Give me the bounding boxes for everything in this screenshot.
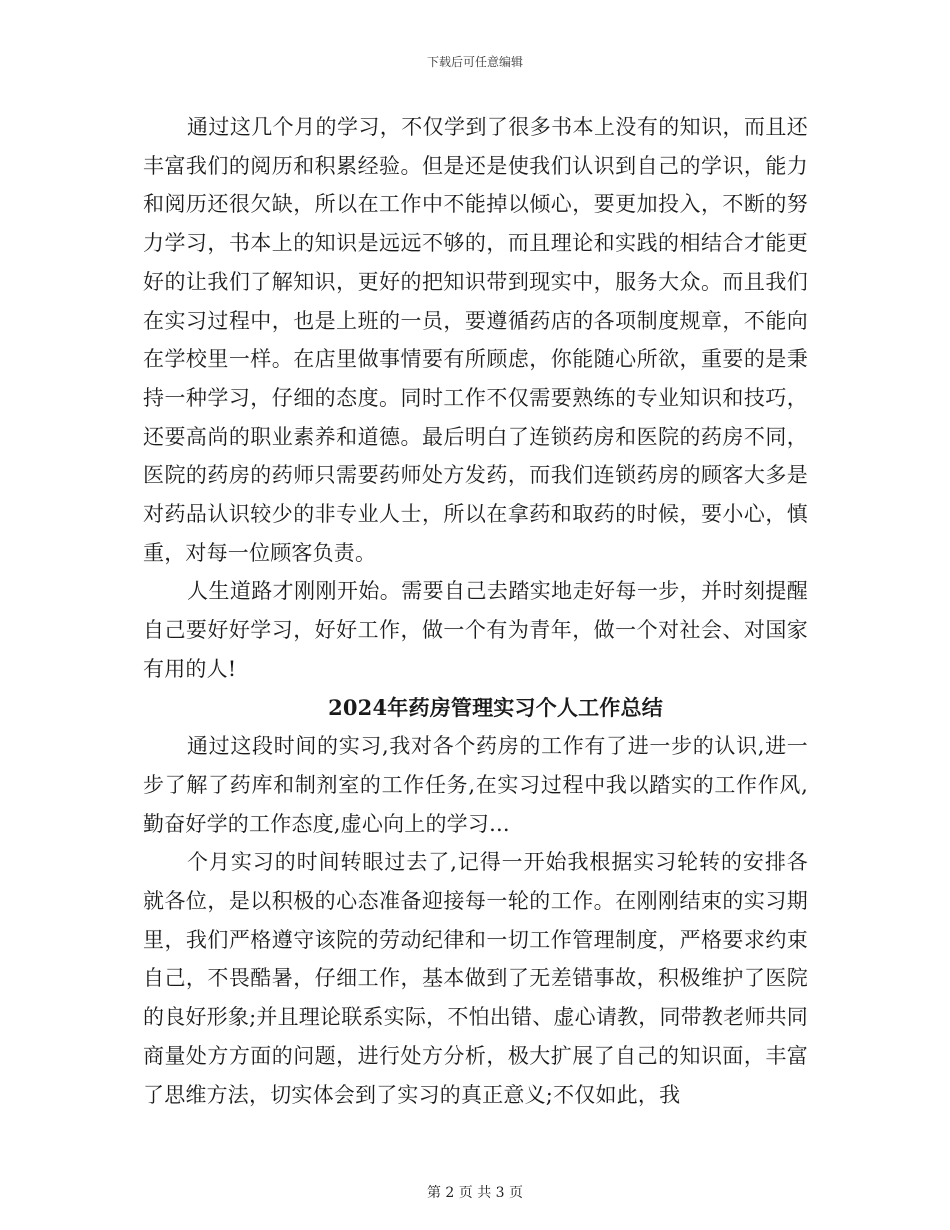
page-number: 第 2 页 共 3 页 bbox=[426, 1185, 524, 1201]
paragraph-internship-intro: 通过这段时间的实习,我对各个药房的工作有了进一步的认识,进一步了解了药库和制剂室的工作任务,在实习过程中我以踏实的工作作风,勤奋好学的工作态度,虚心向上的学习... bbox=[143, 734, 808, 836]
document-body bbox=[143, 108, 808, 1114]
paragraph-internship-detail: 个月实习的时间转眼过去了,记得一开始我根据实习轮转的安排各就各位，是以积极的心态准备迎接每一轮的工作。在刚刚结束的实习期里，我们严格遵守该院的劳动纪律和一切工作管理制度，严格要求约束自己，不畏酷暑，仔细工作，基本做到了无差错事故，积极维护了医院的良好形象;并且理论联系实际，不怕出错、虚心请教，同带教老师共同商量处方方面的问题，进行处方分析，极大扩展了自己的知识面，丰富了思维方法，切实体会到了实习的真正意义;不仅如此，我 bbox=[143, 850, 808, 1107]
paragraph-life-path: 人生道路才刚刚开始。需要自己去踏实地走好每一步，并时刻提醒自己要好好学习，好好工作，做一个有为青年，做一个对社会、对国家有用的人! bbox=[143, 579, 808, 681]
section-title: 2024年药房管理实习个人工作总结 bbox=[328, 694, 663, 720]
paragraph-study-reflection: 通过这几个月的学习，不仅学到了很多书本上没有的知识，而且还丰富我们的阅历和积累经验。但是还是使我们认识到自己的学识，能力和阅历还很欠缺，所以在工作中不能掉以倾心，要更加投入，不断的努力学习，书本上的知识是远远不够的，而且理论和实践的相结合才能更好的让我们了解知识，更好的把知识带到现实中，服务大众。而且我们在实习过程中，也是上班的一员，要遵循药店的各项制度规章，不能向在学校里一样。在店里做事情要有所顾虑，你能随心所欲，重要的是秉持一种学习，仔细的态度。同时工作不仅需要熟练的专业知识和技巧，还要高尚的职业素养和道德。最后明白了连锁药房和医院的药房不同，医院的药房的药师只需要药师处方发药，而我们连锁药房的顾客大多是对药品认识较少的非专业人士，所以在拿药和取药的时候，要小心，慎重，对每一位顾客负责。 bbox=[143, 115, 808, 565]
page-header: 下载后可任意编辑 bbox=[426, 55, 523, 69]
